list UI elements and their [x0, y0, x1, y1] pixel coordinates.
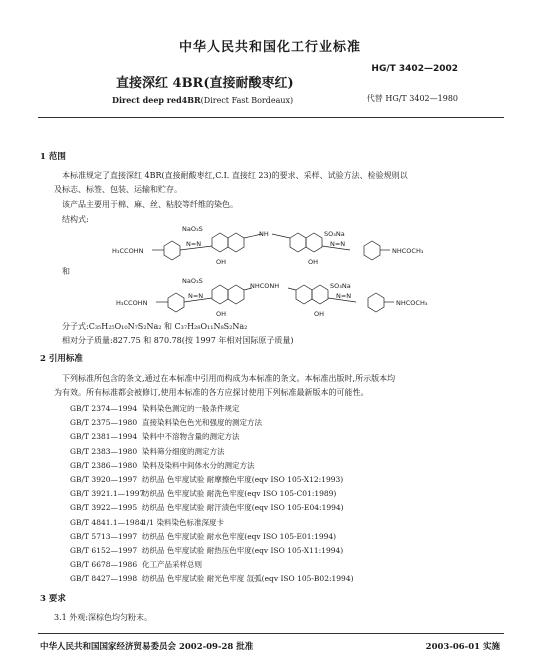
reference-title: 直接染料染色色光和强度的测定方法	[142, 418, 262, 428]
english-title-bold: Direct deep red4BR	[112, 95, 201, 105]
reference-title: 1/1 染料染色标准深度卡	[142, 517, 224, 527]
requirement-3-1: 3.1 外观:深棕色均匀粉末。	[54, 613, 152, 622]
reference-code: GB/T 6678—1986	[70, 560, 138, 570]
reference-title: 纺织品 色牢度试验 耐光色牢度 氙弧(eqv ISO 105-B02:1994)	[142, 574, 354, 584]
reference-code: GB/T 2383—1980	[70, 446, 138, 456]
s1-oh-right: OH	[308, 258, 319, 266]
structural-formula-2	[116, 274, 446, 322]
reference-code: GB/T 3920—1997	[70, 475, 138, 484]
s2-bridge: NHCONH	[250, 282, 280, 290]
reference-row	[70, 502, 344, 513]
reference-code: GB/T 3921.1—1997	[70, 489, 145, 499]
s2-oh-right: OH	[314, 310, 325, 318]
reference-row	[70, 417, 262, 428]
s2-benzene-left	[168, 293, 184, 312]
s2-so3na-right: SO₃Na	[330, 282, 351, 290]
s1-nh: NH	[259, 230, 269, 238]
s2-benzene-right	[368, 293, 384, 312]
implementation-date: 2003-06-01 实施	[425, 642, 500, 652]
reference-row	[70, 559, 202, 570]
reference-title: 纺织品 色牢度试验 耐洗色牢度(eqv ISO 105-C01:1989)	[142, 489, 337, 499]
scope-paragraph-line2: 及标志、标签、包装、运输和贮存。	[54, 185, 182, 194]
reference-code: GB/T 2381—1994	[70, 432, 138, 442]
s1-right-group: NHCOCH₃	[392, 247, 424, 255]
org-title: 中华人民共和国化工行业标准	[178, 40, 361, 55]
reference-row	[70, 531, 336, 542]
and-label: 和	[62, 267, 70, 276]
reference-code: GB/T 2375—1980	[70, 418, 138, 428]
replaces-standard: 代替 HG/T 3402—1980	[366, 94, 458, 103]
reference-code: GB/T 5713—1997	[70, 531, 138, 541]
s1-azo-left: N=N	[186, 240, 202, 248]
reference-title: 染料中不溶物含量的测定方法	[142, 432, 240, 442]
s2-right-group: NHCOCH₃	[396, 299, 428, 307]
structural-formula-1	[112, 222, 432, 270]
reference-row	[70, 517, 224, 528]
header-rule	[38, 117, 504, 118]
reference-code: GB/T 4841.1—1984	[70, 517, 145, 527]
s2-naph-left-a	[212, 285, 228, 304]
s1-naph-left-b	[228, 233, 244, 252]
s2-azo-right: N=N	[336, 292, 352, 300]
reference-code: GB/T 8427—1998	[70, 574, 138, 584]
s2-naph-right-b	[312, 285, 328, 304]
molecular-formula: 分子式:C₃₅H₂₅O₁₀N₇S₂Na₂ 和 C₃₇H₂₈O₁₁N₈S₂Na₂	[62, 322, 248, 331]
reference-title: 纺织品 色牢度试验 耐热压色牢度(eqv ISO 105-X11:1994)	[142, 546, 344, 555]
reference-code: GB/T 2386—1980	[70, 460, 138, 470]
reference-row	[70, 573, 354, 584]
reference-title: 染料染色测定的一般条件规定	[142, 404, 240, 413]
s1-benzene-right	[364, 241, 380, 260]
reference-code: GB/T 3922—1995	[70, 503, 138, 513]
section-2-heading: 2 引用标准	[40, 354, 83, 364]
standard-code: HG/T 3402—2002	[371, 64, 458, 74]
s1-so3na-right: SO₃Na	[324, 230, 345, 238]
s1-so3na-left: NaO₃S	[182, 225, 203, 233]
s1-oh-left: OH	[216, 258, 227, 266]
scope-paragraph-line1: 本标准规定了直接深红 4BR(直接耐酸枣红,C.I. 直接红 23)的要求、采样、试验方法、检验规则以	[62, 171, 408, 180]
document-title: 直接深红 4BR(直接耐酸枣红)	[116, 76, 294, 91]
s2-naph-left-b	[228, 285, 244, 304]
s2-azo-left: N=N	[188, 292, 204, 300]
s2-left-group: H₃CCOHN	[116, 299, 148, 307]
ref-intro-line2: 为有效。所有标准都会被修订,使用本标准的各方应探讨使用下列标准最新版本的可能性。	[54, 388, 369, 397]
reference-title: 染料筛分细度的测定方法	[142, 446, 225, 456]
reference-title: 纺织品 色牢度试验 耐水色牢度(eqv ISO 105-E01:1994)	[142, 531, 337, 541]
reference-row	[70, 460, 255, 471]
reference-row	[70, 488, 336, 499]
s1-benzene-left	[164, 241, 180, 260]
section-1-heading: 1 范围	[40, 152, 66, 162]
s1-azo-right: N=N	[330, 240, 346, 248]
ref-intro-line1: 下列标准所包含的条文,通过在本标准中引用而构成为本标准的条文。本标准出版时,所示版本均	[62, 374, 396, 383]
s1-naph-left-a	[212, 233, 228, 252]
english-title	[112, 95, 293, 105]
structure-label: 结构式:	[62, 215, 89, 224]
approval-line: 中华人民共和国国家经济贸易委员会 2002-09-28 批准	[40, 642, 254, 652]
s1-naph-right-a	[290, 233, 306, 252]
english-title-rest: (Direct Fast Bordeaux)	[200, 96, 294, 105]
s2-naph-right-a	[296, 285, 312, 304]
footer-rule	[38, 633, 504, 634]
s1-left-group: H₃CCOHN	[112, 247, 144, 255]
reference-code: GB/T 6152—1997	[70, 546, 138, 555]
s1-naph-right-b	[306, 233, 322, 252]
reference-row	[70, 545, 343, 556]
reference-code: GB/T 2374—1994	[70, 404, 138, 413]
reference-row	[70, 403, 240, 414]
section-3-heading: 3 要求	[40, 594, 66, 604]
reference-title: 化工产品采样总则	[142, 560, 202, 570]
reference-title: 染料及染料中间体水分的测定方法	[142, 460, 255, 470]
s2-oh-left: OH	[216, 310, 227, 318]
reference-row	[70, 431, 240, 442]
usage-paragraph: 该产品主要用于棉、麻、丝、粘胶等纤维的染色。	[62, 200, 238, 209]
reference-row	[70, 474, 343, 485]
molecular-mass: 相对分子质量:827.75 和 870.78(按 1997 年相对国际原子质量)	[62, 336, 294, 345]
reference-row	[70, 446, 225, 457]
reference-title: 纺织品 色牢度试验 耐摩擦色牢度(eqv ISO 105-X12:1993)	[142, 475, 344, 484]
reference-title: 纺织品 色牢度试验 耐汗渍色牢度(eqv ISO 105-E04:1994)	[142, 503, 344, 513]
s2-so3na-left: NaO₃S	[182, 277, 203, 285]
